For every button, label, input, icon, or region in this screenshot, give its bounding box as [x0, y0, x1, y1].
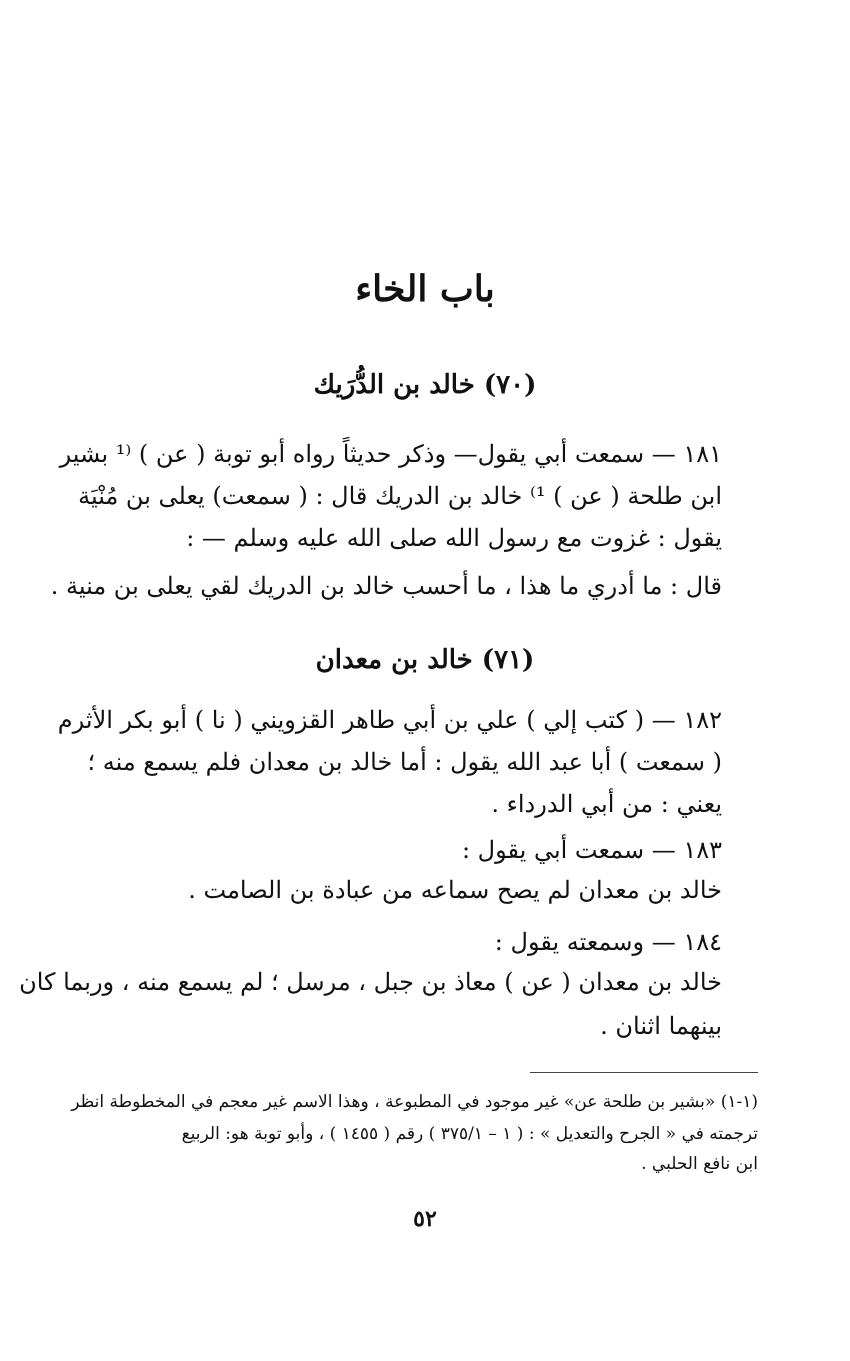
- section-heading-71: (٧١) خالد بن معدان: [315, 645, 535, 675]
- footnote-line-2: ترجمته في « الجرح والتعديل » : ( ١ – ٣٧٥/١ ) رقم ( ١٤٥٥ ) ، وأبو توبة هو: الربيع: [181, 1124, 758, 1144]
- entry-184-line-3: بينهما اثنان .: [600, 1012, 722, 1040]
- page-number: ٥٢: [413, 1206, 437, 1232]
- entry-181-line-2: ابن طلحة ( عن ) ¹⁾ خالد بن الدريك قال : ( سمعت) يعلى بن مُنْيَة: [78, 482, 722, 510]
- entry-181-line-3: يقول : غزوت مع رسول الله صلى الله عليه وسلم — :: [186, 524, 722, 552]
- chapter-title: باب الخاء: [355, 268, 495, 310]
- entry-182-line-3: يعني : من أبي الدرداء .: [491, 790, 722, 818]
- entry-182-line-1: ١٨٢ — ( كتب إلي ) علي بن أبي طاهر القزويني ( نا ) أبو بكر الأثرم: [57, 706, 722, 734]
- footnote-line-3: ابن نافع الحلبي .: [641, 1154, 758, 1174]
- entry-184-line-1: ١٨٤ — وسمعته يقول :: [494, 928, 722, 956]
- entry-183-line-2: خالد بن معدان لم يصح سماعه من عبادة بن الصامت .: [188, 876, 722, 904]
- entry-181-line-1: ١٨١ — سمعت أبي يقول— وذكر حديثاً رواه أبو توبة ( عن ) ⁽¹ بشير: [59, 440, 722, 468]
- footnote-divider: [530, 1072, 758, 1073]
- entry-182-line-2: ( سمعت ) أبا عبد الله يقول : أما خالد بن معدان فلم يسمع منه ؛: [87, 748, 722, 776]
- section-heading-70: (٧٠) خالد بن الدُّرَيك: [313, 370, 537, 400]
- entry-181-comment: قال : ما أدري ما هذا ، ما أحسب خالد بن الدريك لقي يعلى بن منية .: [50, 572, 722, 600]
- footnote-line-1: (١-١) «بشير بن طلحة عن» غير موجود في المطبوعة ، وهذا الاسم غير معجم في المخطوطة انظر: [71, 1092, 758, 1112]
- entry-183-line-1: ١٨٣ — سمعت أبي يقول :: [461, 836, 722, 864]
- entry-184-line-2: خالد بن معدان ( عن ) معاذ بن جبل ، مرسل ؛ لم يسمع منه ، وربما كان: [19, 968, 722, 996]
